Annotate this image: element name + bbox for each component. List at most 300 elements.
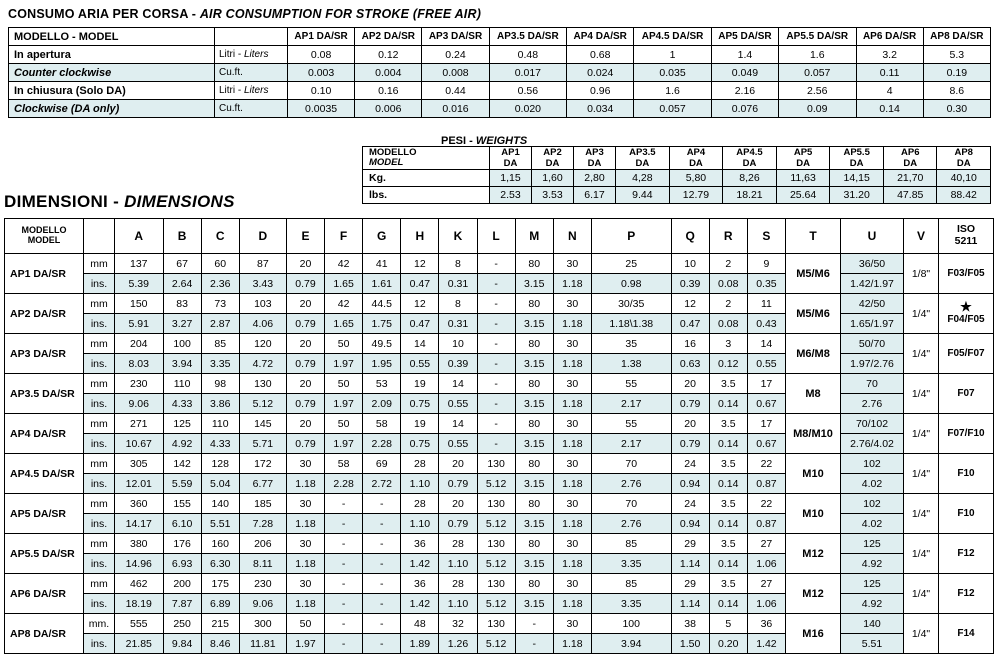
dim-cell-mm-0-1: 67 bbox=[163, 254, 201, 274]
dim-header-A: A bbox=[115, 219, 164, 254]
dim-row-unit-ins-5: ins. bbox=[84, 474, 115, 494]
dim-cell-ins-1-6: 1.75 bbox=[363, 314, 401, 334]
pesi-row-label-1: lbs. bbox=[363, 187, 490, 204]
dim-cell-mm-5-2: 128 bbox=[201, 454, 239, 474]
dim-cell-ins-7-2: 6.30 bbox=[201, 554, 239, 574]
dim-cell-ins-9-2: 8.46 bbox=[201, 634, 239, 654]
dim-cell-ins-2-12: 1.38 bbox=[591, 354, 671, 374]
dim-row-model-4: AP4 DA/SR bbox=[5, 414, 84, 454]
pesi-cell-0-1: 1,60 bbox=[532, 170, 574, 187]
air-cell-0-9: 5.3 bbox=[923, 46, 990, 64]
air-cell-3-4: 0.034 bbox=[567, 100, 634, 118]
dim-cell-mm-2-7: 14 bbox=[401, 334, 439, 354]
air-cell-0-0: 0.08 bbox=[288, 46, 355, 64]
air-cell-2-2: 0.44 bbox=[422, 82, 489, 100]
dim-cell-mm-2-4: 20 bbox=[286, 334, 324, 354]
dim-cell-mm-3-7: 19 bbox=[401, 374, 439, 394]
air-header-col-3: AP3.5 DA/SR bbox=[489, 28, 567, 46]
dim-cell-ins-8-0: 18.19 bbox=[115, 594, 164, 614]
dim-cell-ins-9-14: 0.20 bbox=[709, 634, 747, 654]
dim-cell-ins-7-10: 3.15 bbox=[515, 554, 553, 574]
air-cell-1-4: 0.024 bbox=[567, 64, 634, 82]
pesi-cell-0-5: 8,26 bbox=[723, 170, 777, 187]
dim-cell-mm-1-7: 12 bbox=[401, 294, 439, 314]
air-cell-1-3: 0.017 bbox=[489, 64, 567, 82]
dim-header-B: B bbox=[163, 219, 201, 254]
dim-cell-ins-9-15: 1.42 bbox=[747, 634, 785, 654]
dim-cell-T-4: M8/M10 bbox=[786, 414, 841, 454]
dim-cell-ins-1-8: 0.31 bbox=[439, 314, 477, 334]
dim-cell-mm-1-6: 44.5 bbox=[363, 294, 401, 314]
table-row bbox=[5, 334, 994, 354]
dim-cell-U-top-1: 42/50 bbox=[841, 294, 904, 314]
dim-cell-mm-5-3: 172 bbox=[239, 454, 286, 474]
dim-cell-ins-1-12: 1.18\1.38 bbox=[591, 314, 671, 334]
dim-cell-ins-4-1: 4.92 bbox=[163, 434, 201, 454]
dim-cell-ins-1-0: 5.91 bbox=[115, 314, 164, 334]
dim-cell-ins-4-12: 2.17 bbox=[591, 434, 671, 454]
dim-cell-mm-7-7: 36 bbox=[401, 534, 439, 554]
dim-cell-ins-8-2: 6.89 bbox=[201, 594, 239, 614]
dim-cell-ISO-5: F10 bbox=[939, 454, 994, 494]
pesi-cell-0-6: 11,63 bbox=[776, 170, 829, 187]
dim-cell-mm-2-8: 10 bbox=[439, 334, 477, 354]
dim-cell-U-top-6: 102 bbox=[841, 494, 904, 514]
dim-row-model-8: AP6 DA/SR bbox=[5, 574, 84, 614]
dim-cell-ins-4-2: 4.33 bbox=[201, 434, 239, 454]
dim-cell-ins-9-6: - bbox=[363, 634, 401, 654]
dim-cell-ins-3-13: 0.79 bbox=[671, 394, 709, 414]
dim-cell-mm-5-12: 70 bbox=[591, 454, 671, 474]
dim-cell-U-top-3: 70 bbox=[841, 374, 904, 394]
dim-cell-mm-1-14: 2 bbox=[709, 294, 747, 314]
air-cell-0-7: 1.6 bbox=[779, 46, 857, 64]
dim-cell-ins-5-12: 2.76 bbox=[591, 474, 671, 494]
dim-header-R: R bbox=[709, 219, 747, 254]
dim-cell-ISO-7: F12 bbox=[939, 534, 994, 574]
dim-cell-ins-5-7: 1.10 bbox=[401, 474, 439, 494]
table-row bbox=[5, 594, 994, 614]
pesi-cell-0-8: 21,70 bbox=[884, 170, 937, 187]
dim-cell-mm-4-7: 19 bbox=[401, 414, 439, 434]
dim-cell-ins-7-6: - bbox=[363, 554, 401, 574]
dim-cell-mm-0-7: 12 bbox=[401, 254, 439, 274]
dim-cell-mm-6-0: 360 bbox=[115, 494, 164, 514]
dim-cell-ins-5-4: 1.18 bbox=[286, 474, 324, 494]
dim-cell-ins-0-9: - bbox=[477, 274, 515, 294]
dim-cell-ins-1-3: 4.06 bbox=[239, 314, 286, 334]
dim-cell-U-bottom-5: 4.02 bbox=[841, 474, 904, 494]
dim-cell-mm-7-6: - bbox=[363, 534, 401, 554]
table-row bbox=[5, 434, 994, 454]
air-row-label-3: Clockwise (DA only) bbox=[9, 100, 215, 118]
dim-cell-ins-4-4: 0.79 bbox=[286, 434, 324, 454]
dim-cell-ins-2-15: 0.55 bbox=[747, 354, 785, 374]
dim-cell-U-bottom-1: 1.65/1.97 bbox=[841, 314, 904, 334]
dim-row-unit-mm-5: mm bbox=[84, 454, 115, 474]
weights-table bbox=[362, 146, 991, 204]
dim-cell-mm-9-6: - bbox=[363, 614, 401, 634]
dim-cell-mm-5-8: 20 bbox=[439, 454, 477, 474]
dim-cell-mm-3-0: 230 bbox=[115, 374, 164, 394]
dim-cell-ins-8-9: 5.12 bbox=[477, 594, 515, 614]
dim-cell-mm-1-10: 80 bbox=[515, 294, 553, 314]
table-row bbox=[5, 454, 994, 474]
dim-cell-U-bottom-6: 4.02 bbox=[841, 514, 904, 534]
dim-cell-mm-0-12: 25 bbox=[591, 254, 671, 274]
dim-cell-ISO-6: F10 bbox=[939, 494, 994, 534]
dim-cell-ins-5-8: 0.79 bbox=[439, 474, 477, 494]
dim-cell-mm-8-12: 85 bbox=[591, 574, 671, 594]
air-cell-0-8: 3.2 bbox=[856, 46, 923, 64]
dim-cell-mm-7-14: 3.5 bbox=[709, 534, 747, 554]
table-row bbox=[5, 614, 994, 634]
dim-cell-ins-0-0: 5.39 bbox=[115, 274, 164, 294]
dim-cell-mm-4-14: 3.5 bbox=[709, 414, 747, 434]
dim-cell-mm-7-13: 29 bbox=[671, 534, 709, 554]
dim-cell-T-3: M8 bbox=[786, 374, 841, 414]
dim-cell-mm-3-2: 98 bbox=[201, 374, 239, 394]
dim-cell-mm-1-4: 20 bbox=[286, 294, 324, 314]
dim-cell-ins-7-15: 1.06 bbox=[747, 554, 785, 574]
dim-cell-mm-3-14: 3.5 bbox=[709, 374, 747, 394]
dim-row-unit-ins-2: ins. bbox=[84, 354, 115, 374]
weights-heading-en: WEIGHTS bbox=[475, 135, 528, 147]
pesi-cell-0-0: 1,15 bbox=[490, 170, 532, 187]
dim-cell-mm-2-9: - bbox=[477, 334, 515, 354]
air-cell-1-2: 0.008 bbox=[422, 64, 489, 82]
table-row bbox=[5, 534, 994, 554]
dim-row-unit-ins-3: ins. bbox=[84, 394, 115, 414]
dim-cell-mm-7-11: 30 bbox=[553, 534, 591, 554]
pesi-cell-0-3: 4,28 bbox=[616, 170, 670, 187]
dim-cell-mm-8-6: - bbox=[363, 574, 401, 594]
dim-cell-ins-1-13: 0.47 bbox=[671, 314, 709, 334]
dim-cell-mm-9-10: - bbox=[515, 614, 553, 634]
dim-cell-mm-3-9: - bbox=[477, 374, 515, 394]
dim-cell-ins-7-13: 1.14 bbox=[671, 554, 709, 574]
dim-cell-ins-6-7: 1.10 bbox=[401, 514, 439, 534]
dim-cell-mm-6-9: 130 bbox=[477, 494, 515, 514]
air-cell-3-3: 0.020 bbox=[489, 100, 567, 118]
dim-cell-mm-0-14: 2 bbox=[709, 254, 747, 274]
dim-cell-mm-1-2: 73 bbox=[201, 294, 239, 314]
dim-cell-mm-3-11: 30 bbox=[553, 374, 591, 394]
dim-cell-mm-1-9: - bbox=[477, 294, 515, 314]
dim-header-E: E bbox=[286, 219, 324, 254]
dim-row-unit-mm-4: mm bbox=[84, 414, 115, 434]
dim-cell-ins-8-10: 3.15 bbox=[515, 594, 553, 614]
dim-cell-ins-0-5: 1.65 bbox=[325, 274, 363, 294]
air-cell-3-2: 0.016 bbox=[422, 100, 489, 118]
dim-cell-mm-6-10: 80 bbox=[515, 494, 553, 514]
dimensions-heading-en: DIMENSIONS bbox=[124, 192, 235, 211]
air-row-label-2: In chiusura (Solo DA) bbox=[9, 82, 215, 100]
dim-cell-ins-7-7: 1.42 bbox=[401, 554, 439, 574]
dim-cell-mm-7-10: 80 bbox=[515, 534, 553, 554]
dim-cell-mm-1-13: 12 bbox=[671, 294, 709, 314]
dim-cell-V-3: 1/4" bbox=[904, 374, 939, 414]
dim-cell-mm-7-9: 130 bbox=[477, 534, 515, 554]
dim-cell-U-bottom-0: 1.42/1.97 bbox=[841, 274, 904, 294]
dim-cell-ISO-2: F05/F07 bbox=[939, 334, 994, 374]
dim-cell-ins-7-12: 3.35 bbox=[591, 554, 671, 574]
air-cell-3-8: 0.14 bbox=[856, 100, 923, 118]
air-cell-2-0: 0.10 bbox=[288, 82, 355, 100]
dim-cell-mm-1-8: 8 bbox=[439, 294, 477, 314]
dim-cell-mm-2-11: 30 bbox=[553, 334, 591, 354]
dim-cell-mm-8-9: 130 bbox=[477, 574, 515, 594]
pesi-header-model: MODELLO MODEL bbox=[363, 147, 490, 170]
dim-row-unit-mm-0: mm bbox=[84, 254, 115, 274]
air-row-label-0: In apertura bbox=[9, 46, 215, 64]
dim-cell-ins-3-0: 9.06 bbox=[115, 394, 164, 414]
dim-cell-mm-9-7: 48 bbox=[401, 614, 439, 634]
dim-cell-mm-7-2: 160 bbox=[201, 534, 239, 554]
dim-cell-ins-3-8: 0.55 bbox=[439, 394, 477, 414]
air-cell-0-5: 1 bbox=[634, 46, 712, 64]
dim-cell-ins-8-11: 1.18 bbox=[553, 594, 591, 614]
pesi-cell-1-0: 2.53 bbox=[490, 187, 532, 204]
dim-row-unit-ins-0: ins. bbox=[84, 274, 115, 294]
dim-row-unit-mm-7: mm bbox=[84, 534, 115, 554]
dim-cell-T-6: M10 bbox=[786, 494, 841, 534]
dim-cell-U-top-8: 125 bbox=[841, 574, 904, 594]
dim-cell-ins-0-11: 1.18 bbox=[553, 274, 591, 294]
dim-cell-mm-4-0: 271 bbox=[115, 414, 164, 434]
dim-cell-mm-4-8: 14 bbox=[439, 414, 477, 434]
air-cell-2-9: 8.6 bbox=[923, 82, 990, 100]
dim-cell-ins-3-12: 2.17 bbox=[591, 394, 671, 414]
dim-row-unit-ins-7: ins. bbox=[84, 554, 115, 574]
table-row bbox=[5, 219, 994, 254]
dim-cell-ins-9-8: 1.26 bbox=[439, 634, 477, 654]
dim-cell-ins-6-14: 0.14 bbox=[709, 514, 747, 534]
table-row bbox=[5, 294, 994, 314]
dim-cell-ins-0-15: 0.35 bbox=[747, 274, 785, 294]
dim-cell-ins-7-14: 0.14 bbox=[709, 554, 747, 574]
dim-cell-mm-5-13: 24 bbox=[671, 454, 709, 474]
dim-cell-U-bottom-3: 2.76 bbox=[841, 394, 904, 414]
dim-row-unit-ins-9: ins. bbox=[84, 634, 115, 654]
air-cell-0-3: 0.48 bbox=[489, 46, 567, 64]
air-row-label-1: Counter clockwise bbox=[9, 64, 215, 82]
air-row-unit-1: Cu.ft. bbox=[215, 64, 288, 82]
pesi-cell-1-4: 12.79 bbox=[669, 187, 722, 204]
air-row-unit-0: Litri - Liters bbox=[215, 46, 288, 64]
dim-cell-mm-7-15: 27 bbox=[747, 534, 785, 554]
dim-cell-ins-7-0: 14.96 bbox=[115, 554, 164, 574]
air-cell-2-6: 2.16 bbox=[711, 82, 778, 100]
pesi-cell-1-7: 31.20 bbox=[830, 187, 884, 204]
dim-cell-ins-8-12: 3.35 bbox=[591, 594, 671, 614]
dim-cell-ins-6-11: 1.18 bbox=[553, 514, 591, 534]
dim-cell-ins-9-3: 11.81 bbox=[239, 634, 286, 654]
dim-cell-ins-5-15: 0.87 bbox=[747, 474, 785, 494]
dim-cell-ins-6-8: 0.79 bbox=[439, 514, 477, 534]
dim-cell-mm-0-15: 9 bbox=[747, 254, 785, 274]
air-cell-1-7: 0.057 bbox=[779, 64, 857, 82]
dim-cell-mm-2-3: 120 bbox=[239, 334, 286, 354]
dim-cell-ins-3-14: 0.14 bbox=[709, 394, 747, 414]
dim-cell-ins-0-13: 0.39 bbox=[671, 274, 709, 294]
dim-cell-ins-2-13: 0.63 bbox=[671, 354, 709, 374]
dim-cell-ins-9-0: 21.85 bbox=[115, 634, 164, 654]
dim-cell-mm-6-2: 140 bbox=[201, 494, 239, 514]
pesi-header-col-5: AP4.5 DA bbox=[723, 147, 777, 170]
dim-cell-mm-0-0: 137 bbox=[115, 254, 164, 274]
pesi-header-col-1: AP2 DA bbox=[532, 147, 574, 170]
dim-cell-mm-1-0: 150 bbox=[115, 294, 164, 314]
dim-cell-ins-3-7: 0.75 bbox=[401, 394, 439, 414]
dim-cell-mm-0-8: 8 bbox=[439, 254, 477, 274]
dim-cell-ins-5-2: 5.04 bbox=[201, 474, 239, 494]
dim-cell-ins-1-2: 2.87 bbox=[201, 314, 239, 334]
dim-row-model-7: AP5.5 DA/SR bbox=[5, 534, 84, 574]
table-row bbox=[9, 46, 991, 64]
table-row bbox=[5, 374, 994, 394]
dim-cell-ins-5-5: 2.28 bbox=[325, 474, 363, 494]
dim-cell-mm-8-1: 200 bbox=[163, 574, 201, 594]
dim-cell-mm-1-12: 30/35 bbox=[591, 294, 671, 314]
dim-cell-ins-4-11: 1.18 bbox=[553, 434, 591, 454]
dim-cell-mm-0-2: 60 bbox=[201, 254, 239, 274]
dim-cell-ins-6-4: 1.18 bbox=[286, 514, 324, 534]
dim-header-ISO: ISO 5211 bbox=[939, 219, 994, 254]
dim-cell-ins-5-14: 0.14 bbox=[709, 474, 747, 494]
table-row bbox=[5, 574, 994, 594]
dim-row-model-1: AP2 DA/SR bbox=[5, 294, 84, 334]
air-consumption-heading bbox=[8, 7, 481, 21]
table-row bbox=[5, 354, 994, 374]
air-cell-1-9: 0.19 bbox=[923, 64, 990, 82]
dim-header-M: M bbox=[515, 219, 553, 254]
dim-cell-ins-7-1: 6.93 bbox=[163, 554, 201, 574]
air-cell-0-1: 0.12 bbox=[355, 46, 422, 64]
dim-cell-U-top-4: 70/102 bbox=[841, 414, 904, 434]
dim-cell-mm-7-0: 380 bbox=[115, 534, 164, 554]
dim-cell-mm-9-5: - bbox=[325, 614, 363, 634]
dim-cell-ins-1-10: 3.15 bbox=[515, 314, 553, 334]
dim-cell-ISO-3: F07 bbox=[939, 374, 994, 414]
dim-cell-mm-8-3: 230 bbox=[239, 574, 286, 594]
dim-cell-ins-4-0: 10.67 bbox=[115, 434, 164, 454]
dim-cell-mm-1-1: 83 bbox=[163, 294, 201, 314]
dim-row-model-3: AP3.5 DA/SR bbox=[5, 374, 84, 414]
dim-header-C: C bbox=[201, 219, 239, 254]
dim-cell-mm-4-5: 50 bbox=[325, 414, 363, 434]
dim-cell-mm-2-15: 14 bbox=[747, 334, 785, 354]
dim-cell-mm-2-13: 16 bbox=[671, 334, 709, 354]
pesi-row-label-0: Kg. bbox=[363, 170, 490, 187]
dim-cell-ins-6-6: - bbox=[363, 514, 401, 534]
dimensions-heading bbox=[4, 192, 235, 212]
dim-header-T: T bbox=[786, 219, 841, 254]
dim-cell-mm-2-2: 85 bbox=[201, 334, 239, 354]
dim-cell-ins-9-10: - bbox=[515, 634, 553, 654]
dim-row-model-2: AP3 DA/SR bbox=[5, 334, 84, 374]
dim-cell-ins-1-4: 0.79 bbox=[286, 314, 324, 334]
dim-cell-V-7: 1/4" bbox=[904, 534, 939, 574]
dim-header-K: K bbox=[439, 219, 477, 254]
dimensions-table bbox=[4, 218, 994, 654]
dim-cell-ins-5-11: 1.18 bbox=[553, 474, 591, 494]
air-cell-2-1: 0.16 bbox=[355, 82, 422, 100]
dim-cell-mm-8-7: 36 bbox=[401, 574, 439, 594]
dim-cell-mm-6-7: 28 bbox=[401, 494, 439, 514]
dim-cell-U-top-5: 102 bbox=[841, 454, 904, 474]
table-row bbox=[5, 394, 994, 414]
dim-cell-mm-5-14: 3.5 bbox=[709, 454, 747, 474]
dim-cell-mm-8-10: 80 bbox=[515, 574, 553, 594]
dim-cell-ins-4-14: 0.14 bbox=[709, 434, 747, 454]
dim-cell-mm-6-8: 20 bbox=[439, 494, 477, 514]
dim-cell-mm-5-9: 130 bbox=[477, 454, 515, 474]
dim-cell-ins-3-6: 2.09 bbox=[363, 394, 401, 414]
air-header-col-1: AP2 DA/SR bbox=[355, 28, 422, 46]
dim-cell-ins-2-8: 0.39 bbox=[439, 354, 477, 374]
dim-row-unit-ins-1: ins. bbox=[84, 314, 115, 334]
dim-cell-ins-3-1: 4.33 bbox=[163, 394, 201, 414]
dim-cell-ins-0-10: 3.15 bbox=[515, 274, 553, 294]
table-row bbox=[363, 187, 991, 204]
pesi-cell-1-2: 6.17 bbox=[574, 187, 616, 204]
dim-row-unit-mm-2: mm bbox=[84, 334, 115, 354]
dim-cell-mm-9-14: 5 bbox=[709, 614, 747, 634]
dim-cell-U-bottom-4: 2.76/4.02 bbox=[841, 434, 904, 454]
dim-cell-ISO-4: F07/F10 bbox=[939, 414, 994, 454]
air-cell-3-9: 0.30 bbox=[923, 100, 990, 118]
dim-cell-ins-7-4: 1.18 bbox=[286, 554, 324, 574]
dim-cell-mm-8-8: 28 bbox=[439, 574, 477, 594]
dim-row-model-9: AP8 DA/SR bbox=[5, 614, 84, 654]
air-cell-1-5: 0.035 bbox=[634, 64, 712, 82]
dim-cell-mm-9-8: 32 bbox=[439, 614, 477, 634]
dim-cell-mm-8-13: 29 bbox=[671, 574, 709, 594]
dim-cell-mm-9-12: 100 bbox=[591, 614, 671, 634]
dim-cell-U-bottom-9: 5.51 bbox=[841, 634, 904, 654]
pesi-cell-1-8: 47.85 bbox=[884, 187, 937, 204]
dim-cell-ins-2-0: 8.03 bbox=[115, 354, 164, 374]
dim-header-N: N bbox=[553, 219, 591, 254]
dim-cell-mm-6-14: 3.5 bbox=[709, 494, 747, 514]
dim-cell-mm-5-0: 305 bbox=[115, 454, 164, 474]
dimensions-heading-it: DIMENSIONI - bbox=[4, 192, 125, 211]
dim-cell-ins-0-7: 0.47 bbox=[401, 274, 439, 294]
dim-cell-ins-9-1: 9.84 bbox=[163, 634, 201, 654]
dim-cell-ins-9-9: 5.12 bbox=[477, 634, 515, 654]
dim-cell-mm-4-12: 55 bbox=[591, 414, 671, 434]
dim-cell-mm-2-1: 100 bbox=[163, 334, 201, 354]
dim-cell-U-bottom-8: 4.92 bbox=[841, 594, 904, 614]
dim-cell-ins-9-5: - bbox=[325, 634, 363, 654]
dim-cell-ins-2-2: 3.35 bbox=[201, 354, 239, 374]
dim-cell-ins-9-13: 1.50 bbox=[671, 634, 709, 654]
dim-cell-V-6: 1/4" bbox=[904, 494, 939, 534]
dim-cell-mm-6-13: 24 bbox=[671, 494, 709, 514]
dim-cell-mm-2-12: 35 bbox=[591, 334, 671, 354]
pesi-header-col-8: AP6 DA bbox=[884, 147, 937, 170]
dim-cell-ins-3-15: 0.67 bbox=[747, 394, 785, 414]
air-cell-2-8: 4 bbox=[856, 82, 923, 100]
dim-cell-ins-5-9: 5.12 bbox=[477, 474, 515, 494]
dim-header-L: L bbox=[477, 219, 515, 254]
dim-cell-ins-4-13: 0.79 bbox=[671, 434, 709, 454]
dim-header-S: S bbox=[747, 219, 785, 254]
air-cell-2-7: 2.56 bbox=[779, 82, 857, 100]
dim-cell-U-top-9: 140 bbox=[841, 614, 904, 634]
dim-cell-ins-5-3: 6.77 bbox=[239, 474, 286, 494]
